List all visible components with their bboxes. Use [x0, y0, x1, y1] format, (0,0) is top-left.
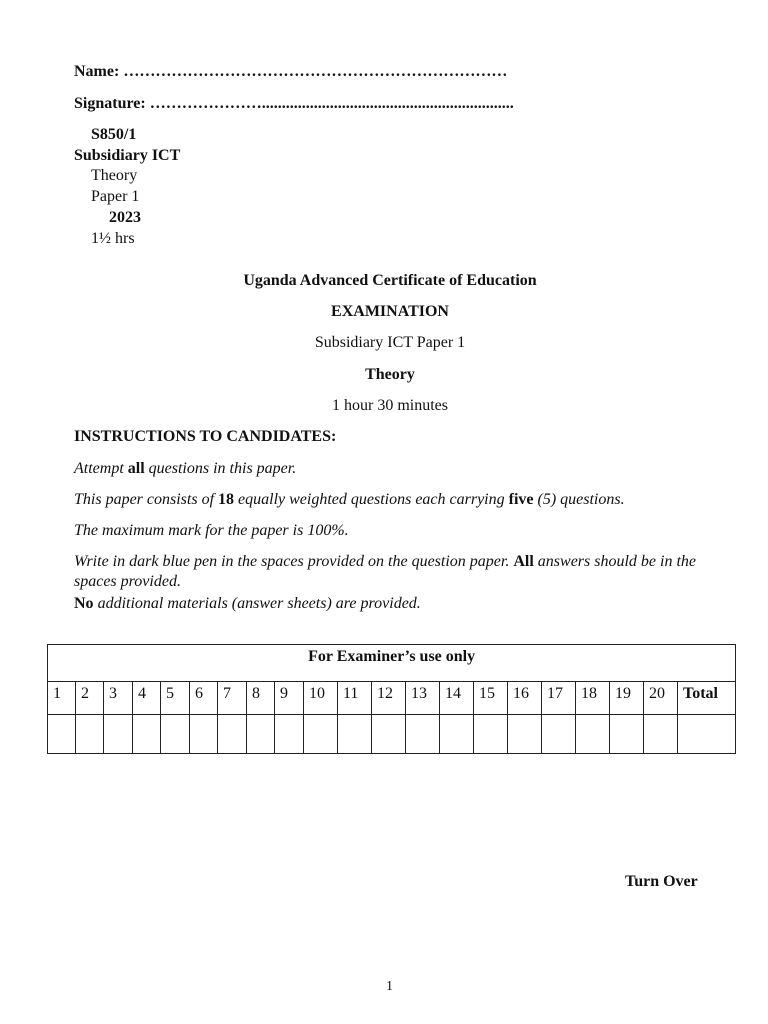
mark-entry-cell[interactable]	[133, 715, 161, 754]
question-number-cell: 18	[576, 682, 610, 715]
instructions-heading: INSTRUCTIONS TO CANDIDATES:	[74, 428, 337, 445]
mark-entry-cell[interactable]	[508, 715, 542, 754]
question-number-cell: 12	[372, 682, 406, 715]
instruction-text: Write in dark blue pen in the spaces provided on the question paper.	[74, 553, 514, 570]
paper-code: S850/1	[91, 126, 137, 143]
question-number-cell: 10	[304, 682, 338, 715]
instruction-write-pen	[74, 552, 704, 592]
total-column-header: Total	[678, 682, 736, 715]
question-number-cell: 13	[406, 682, 440, 715]
paper-number: Paper 1	[91, 188, 140, 205]
mark-entry-cell[interactable]	[610, 715, 644, 754]
instruction-emphasis: 18	[218, 491, 235, 508]
instruction-text: questions in this paper.	[144, 460, 297, 477]
table-heading-row	[48, 645, 736, 682]
mark-entry-cell[interactable]	[218, 715, 247, 754]
subject-name: Subsidiary ICT	[74, 147, 181, 164]
signature-field-label: Signature: …………………...............................................................	[74, 95, 514, 112]
question-number-cell: 17	[542, 682, 576, 715]
exam-duration: 1½ hrs	[91, 230, 135, 247]
certificate-title: Uganda Advanced Certificate of Education	[243, 272, 537, 289]
section-name: Theory	[91, 167, 138, 184]
question-number-cell: 19	[610, 682, 644, 715]
examiner-table-heading: For Examiner’s use only	[48, 645, 736, 682]
question-number-cell: 6	[190, 682, 218, 715]
mark-entry-cell[interactable]	[76, 715, 104, 754]
instruction-text: equally weighted questions each carrying	[234, 491, 509, 508]
instruction-text: additional materials (answer sheets) are provided.	[93, 595, 421, 612]
instruction-emphasis: all	[127, 460, 145, 477]
instruction-max-mark	[74, 521, 714, 541]
total-mark-cell[interactable]	[678, 715, 736, 754]
instruction-text: The maximum mark for the paper is 100%.	[74, 522, 349, 539]
mark-entry-cell[interactable]	[644, 715, 678, 754]
question-number-cell: 4	[133, 682, 161, 715]
instruction-text: answers should be in the spaces provided.	[74, 553, 697, 590]
turn-over-label: Turn Over	[625, 873, 698, 890]
mark-entry-cell[interactable]	[440, 715, 474, 754]
question-number-cell: 9	[275, 682, 304, 715]
mark-entry-cell[interactable]	[247, 715, 275, 754]
exam-year: 2023	[109, 209, 141, 226]
mark-entry-cell[interactable]	[576, 715, 610, 754]
mark-entry-cell[interactable]	[406, 715, 440, 754]
question-number-row	[48, 682, 736, 715]
paper-title: Subsidiary ICT Paper 1	[314, 334, 466, 351]
mark-entry-cell[interactable]	[542, 715, 576, 754]
question-number-cell: 8	[247, 682, 275, 715]
mark-entry-cell[interactable]	[338, 715, 372, 754]
examiner-marks-table	[47, 644, 736, 754]
time-allowed: 1 hour 30 minutes	[332, 397, 448, 414]
mark-entry-cell[interactable]	[190, 715, 218, 754]
mark-entry-cell[interactable]	[104, 715, 133, 754]
question-number-cell: 15	[474, 682, 508, 715]
question-number-cell: 2	[76, 682, 104, 715]
instruction-emphasis: No	[74, 595, 94, 612]
question-number-cell: 14	[440, 682, 474, 715]
instruction-no-materials	[74, 594, 714, 614]
instruction-attempt-all	[74, 459, 714, 479]
mark-entry-cell[interactable]	[372, 715, 406, 754]
instruction-paper-structure	[74, 490, 734, 510]
mark-entry-cell[interactable]	[161, 715, 190, 754]
instruction-text: (5) questions.	[533, 491, 625, 508]
question-number-cell: 11	[338, 682, 372, 715]
question-number-cell: 7	[218, 682, 247, 715]
name-field-label: Name: ………………………………………………………………	[74, 63, 508, 80]
mark-entry-cell[interactable]	[474, 715, 508, 754]
examination-title: EXAMINATION	[331, 303, 449, 320]
instruction-text: Attempt	[74, 460, 128, 477]
page-number: 1	[386, 979, 393, 994]
mark-entry-cell[interactable]	[48, 715, 76, 754]
instruction-emphasis: five	[508, 491, 534, 508]
instruction-emphasis: All	[513, 553, 534, 570]
paper-section-title: Theory	[365, 366, 415, 383]
instruction-text: This paper consists of	[74, 491, 219, 508]
mark-entry-cell[interactable]	[304, 715, 338, 754]
question-number-cell: 1	[48, 682, 76, 715]
question-number-cell: 16	[508, 682, 542, 715]
question-number-cell: 3	[104, 682, 133, 715]
marks-entry-row	[48, 715, 736, 754]
question-number-cell: 20	[644, 682, 678, 715]
mark-entry-cell[interactable]	[275, 715, 304, 754]
question-number-cell: 5	[161, 682, 190, 715]
